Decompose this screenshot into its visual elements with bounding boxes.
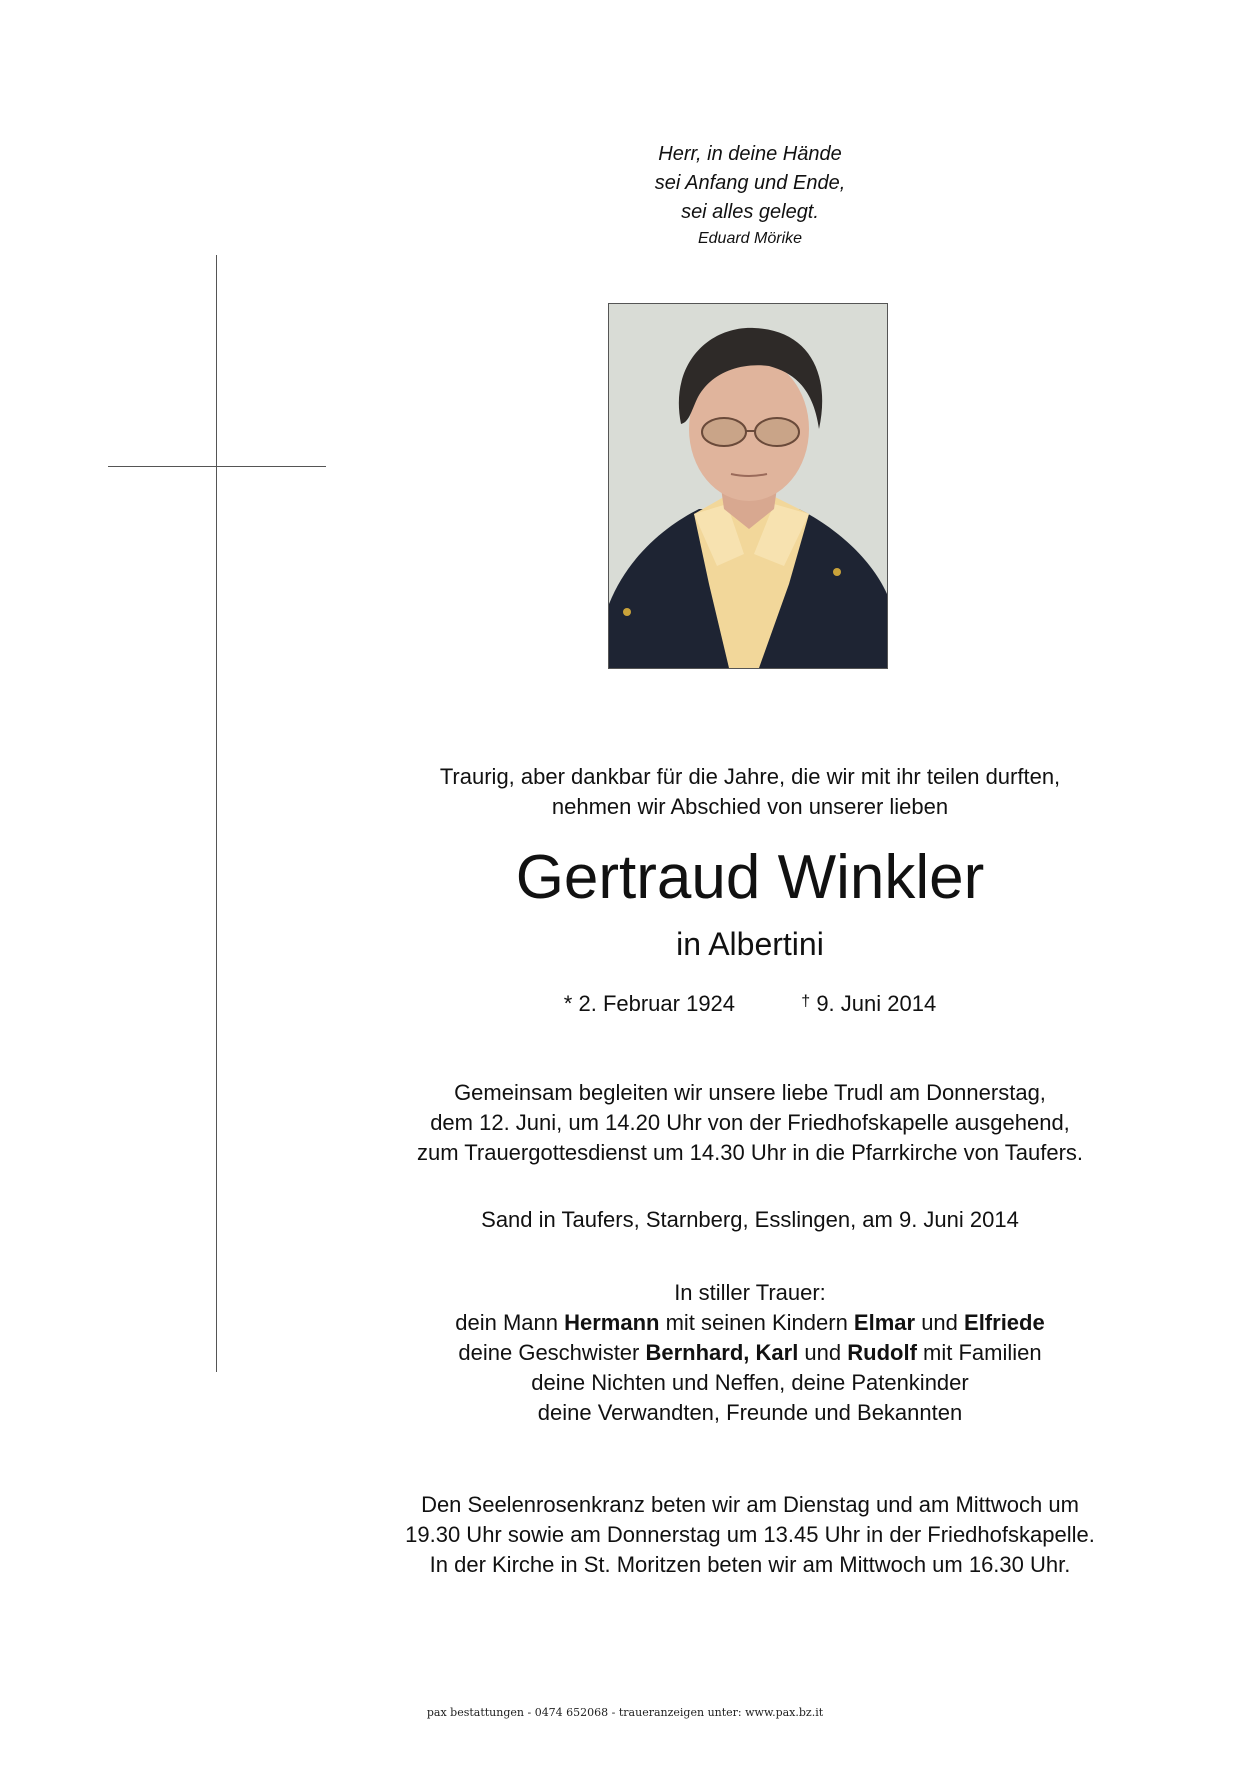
death-date: 9. Juni 2014: [816, 991, 937, 1016]
quote-line-1: Herr, in deine Hände: [658, 143, 842, 165]
mourners: [350, 1278, 1150, 1428]
funeral-line-2: dem 12. Juni, um 14.20 Uhr von der Friedhofskapelle ausgehend,: [430, 1110, 1070, 1135]
mourners-line-3: deine Nichten und Neffen, deine Patenkinder: [531, 1370, 969, 1395]
funeral-line-3: zum Trauergottesdienst um 14.30 Uhr in die Pfarrkirche von Taufers.: [416, 1140, 1084, 1165]
cross-icon-vertical-bar: [216, 255, 217, 1372]
quote-line-3: sei alles gelegt.: [681, 201, 819, 223]
mourners-line-4: deine Verwandten, Freunde und Bekannten: [537, 1400, 963, 1425]
place-date: Sand in Taufers, Starnberg, Esslingen, am 9. Juni 2014: [481, 1207, 1019, 1232]
mourners-line-1: dein Mann Hermann mit seinen Kindern Elmar und Elfriede: [455, 1310, 1045, 1335]
portrait-photo: [608, 303, 888, 669]
intro-line-2: nehmen wir Abschied von unserer lieben: [551, 794, 949, 819]
birth-symbol: *: [563, 991, 573, 1016]
rosary-line-1: Den Seelenrosenkranz beten wir am Dienstag und am Mittwoch um: [421, 1492, 1079, 1517]
rosary-info: [350, 1490, 1150, 1580]
footer-imprint: pax bestattungen - 0474 652068 - traueranzeigen unter: www.pax.bz.it: [426, 1706, 824, 1719]
mourners-line-2: deine Geschwister Bernhard, Karl und Rudolf mit Familien: [458, 1340, 1042, 1365]
rosary-line-2: 19.30 Uhr sowie am Donnerstag um 13.45 Uhr in der Friedhofskapelle.: [405, 1522, 1095, 1547]
funeral-info: [350, 1078, 1150, 1168]
death-symbol-icon: †: [801, 993, 811, 1010]
intro-text: [350, 762, 1150, 822]
quote: [350, 140, 1150, 251]
mourners-heading: In stiller Trauer:: [674, 1280, 826, 1305]
rosary-line-3: In der Kirche in St. Moritzen beten wir am Mittwoch um 16.30 Uhr.: [429, 1552, 1071, 1577]
quote-author: Eduard Mörike: [697, 230, 803, 247]
intro-line-1: Traurig, aber dankbar für die Jahre, die wir mit ihr teilen durften,: [439, 764, 1061, 789]
married-name: in Albertini: [676, 926, 824, 962]
life-dates: [350, 988, 1150, 1020]
deceased-name: Gertraud Winkler: [515, 843, 985, 912]
funeral-line-1: Gemeinsam begleiten wir unsere liebe Trudl am Donnerstag,: [454, 1080, 1046, 1105]
cross-icon-horizontal-bar: [108, 466, 326, 467]
birth-date: 2. Februar 1924: [578, 991, 736, 1016]
quote-line-2: sei Anfang und Ende,: [654, 172, 846, 194]
